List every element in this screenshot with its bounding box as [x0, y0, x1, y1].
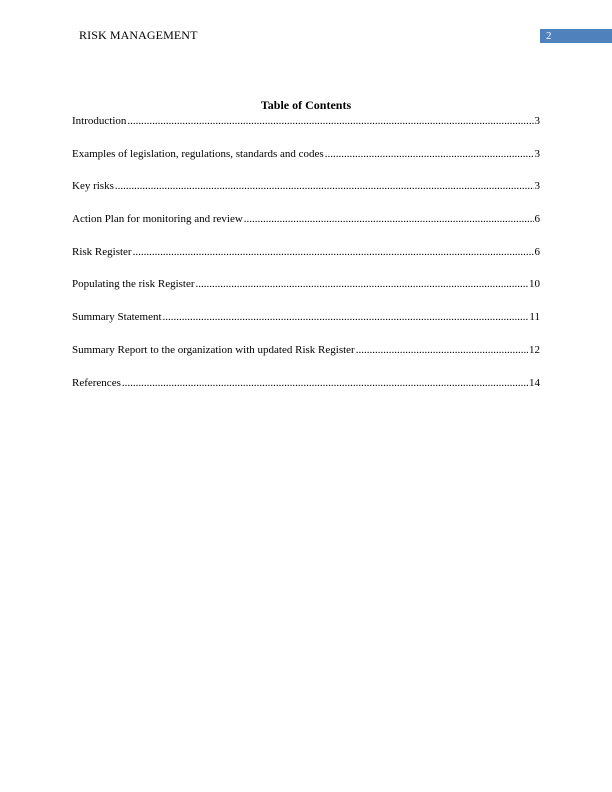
toc-entry-populating-register[interactable]	[72, 277, 540, 310]
toc-entry-label: Summary Report to the organization with updated Risk Register	[72, 343, 355, 356]
toc-entry-page: 3	[534, 115, 540, 127]
toc-entry-legislation-examples[interactable]	[72, 147, 540, 180]
toc-entry-page: 11	[529, 311, 540, 324]
page-number-badge: 2	[540, 29, 612, 43]
toc-entry-references[interactable]	[72, 376, 540, 409]
toc-dot-leader	[122, 376, 528, 390]
toc-entry-label: Risk Register	[72, 245, 132, 258]
toc-entry-page: 12	[529, 343, 540, 356]
toc-heading: Table of Contents	[260, 98, 352, 112]
toc-entry-label: Action Plan for monitoring and review	[72, 213, 243, 226]
toc-entry-label: Summary Statement	[72, 311, 162, 324]
toc-entry-page: 3	[534, 180, 540, 193]
toc-entry-page: 10	[529, 278, 540, 291]
toc-entry-label: References	[72, 376, 121, 389]
toc-dot-leader	[163, 310, 529, 324]
toc-entry-page: 6	[534, 213, 540, 226]
toc-entry-label: Populating the risk Register	[72, 278, 195, 291]
toc-dot-leader	[196, 277, 528, 291]
toc-entry-key-risks[interactable]	[72, 179, 540, 212]
toc-entry-action-plan[interactable]	[72, 212, 540, 245]
toc-entry-risk-register[interactable]	[72, 245, 540, 278]
toc-entry-page: 3	[534, 147, 540, 160]
running-header-title: RISK MANAGEMENT	[79, 28, 198, 42]
toc-entry-page: 6	[534, 245, 540, 258]
toc-dot-leader	[356, 343, 528, 357]
toc-dot-leader	[115, 179, 534, 193]
toc-dot-leader	[127, 114, 533, 128]
table-of-contents	[72, 114, 540, 408]
toc-entry-page: 14	[529, 376, 540, 389]
toc-dot-leader	[325, 147, 534, 161]
toc-dot-leader	[133, 245, 534, 259]
toc-dot-leader	[244, 212, 534, 226]
toc-entry-label: Examples of legislation, regulations, standards and codes	[72, 147, 324, 160]
toc-entry-summary-statement[interactable]	[72, 310, 540, 343]
toc-entry-label: Key risks	[72, 180, 114, 193]
toc-entry-introduction[interactable]	[72, 114, 540, 147]
toc-entry-label: Introduction	[72, 115, 127, 127]
toc-entry-summary-report[interactable]	[72, 343, 540, 376]
